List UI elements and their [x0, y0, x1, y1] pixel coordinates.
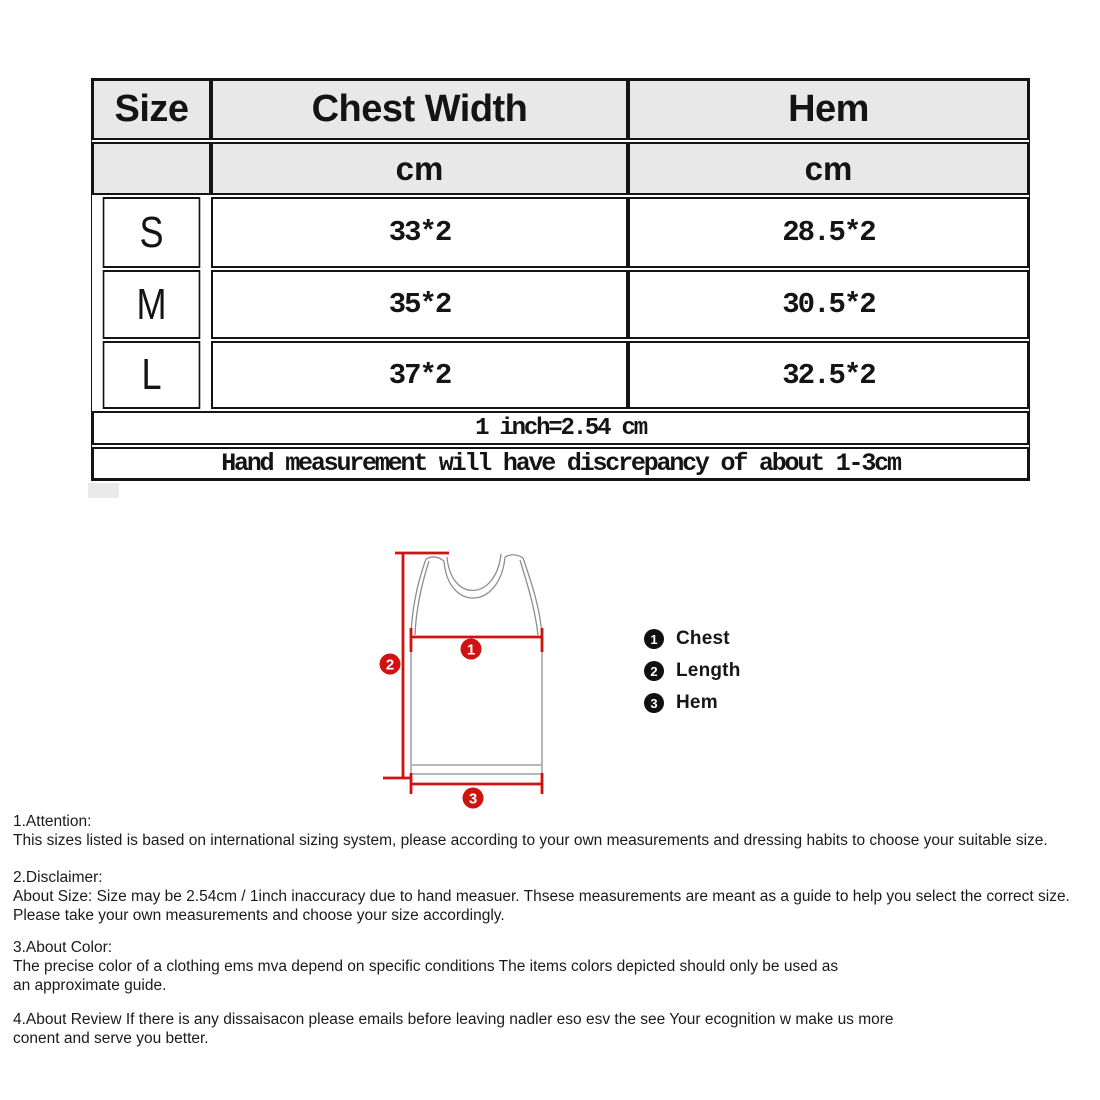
about-review-note [13, 1010, 894, 1048]
hem-marker-badge [463, 788, 484, 809]
legend-label-chest: Chest [676, 628, 730, 649]
chest-marker-badge [461, 639, 482, 660]
size-cell-l: L [103, 341, 201, 409]
note-text: 4.About Review If there is any dissaisacon please emails before leaving nadler eso esv the see Your ecognition w make us more [13, 1011, 894, 1028]
svg-text:3: 3 [468, 790, 478, 808]
attention-note [13, 812, 1048, 850]
tank-top-outline [411, 554, 542, 774]
about-color-note [13, 938, 838, 995]
inch-conversion-note: 1 inch=2.54 cm [92, 411, 1029, 445]
note-text: The precise color of a clothing ems mva depend on specific conditions The items colors depicted should only be used as [13, 958, 839, 975]
note-heading: 2.Disclaimer: [13, 869, 103, 886]
unit-cell-empty [92, 142, 211, 195]
hem-cell-s: 28.5*2 [628, 197, 1029, 268]
size-cell-s: S [103, 197, 201, 268]
column-header-chest-width: Chest Width [211, 79, 628, 140]
legend-item-chest [644, 629, 741, 649]
size-chart-table [91, 78, 1030, 481]
note-text: About Size: Size may be 2.54cm / 1inch inaccuracy due to hand measuer. Thsese measurements are meant as a guide to help you select the correct size. [13, 888, 1070, 905]
column-header-size: Size [92, 79, 211, 140]
svg-text:1: 1 [466, 641, 476, 659]
chest-width-cell-l: 37*2 [211, 341, 628, 409]
legend-badge-1: 1 [644, 629, 664, 649]
legend-badge-3: 3 [644, 693, 664, 713]
chest-width-cell-s: 33*2 [211, 197, 628, 268]
note-heading: 1.Attention: [13, 813, 92, 830]
disclaimer-note [13, 868, 1070, 925]
note-text: an approximate guide. [13, 977, 167, 994]
tank-top-measurement-diagram [350, 540, 580, 820]
measurement-legend [644, 629, 741, 713]
legend-item-length [644, 661, 741, 681]
column-header-hem: Hem [628, 79, 1029, 140]
svg-text:2: 2 [385, 656, 395, 674]
length-marker-badge [380, 654, 401, 675]
unit-cell-chest: cm [211, 142, 628, 195]
legend-label-length: Length [676, 660, 741, 681]
note-text: conent and serve you better. [13, 1030, 209, 1047]
note-text: Please take your own measurements and choose your size accordingly. [13, 907, 505, 924]
hem-cell-l: 32.5*2 [628, 341, 1029, 409]
legend-label-hem: Hem [676, 692, 718, 713]
unit-cell-hem: cm [628, 142, 1029, 195]
note-text: This sizes listed is based on international sizing system, please according to your own measurements and dressing habits to choose your suitable size. [13, 832, 1048, 849]
legend-badge-2: 2 [644, 661, 664, 681]
chest-width-cell-m: 35*2 [211, 270, 628, 339]
hand-measurement-note: Hand measurement will have discrepancy of about 1-3cm [92, 447, 1029, 480]
scan-artifact [88, 483, 119, 498]
legend-item-hem [644, 693, 741, 713]
note-heading: 3.About Color: [13, 939, 113, 956]
size-cell-m: M [103, 270, 201, 339]
hem-cell-m: 30.5*2 [628, 270, 1029, 339]
